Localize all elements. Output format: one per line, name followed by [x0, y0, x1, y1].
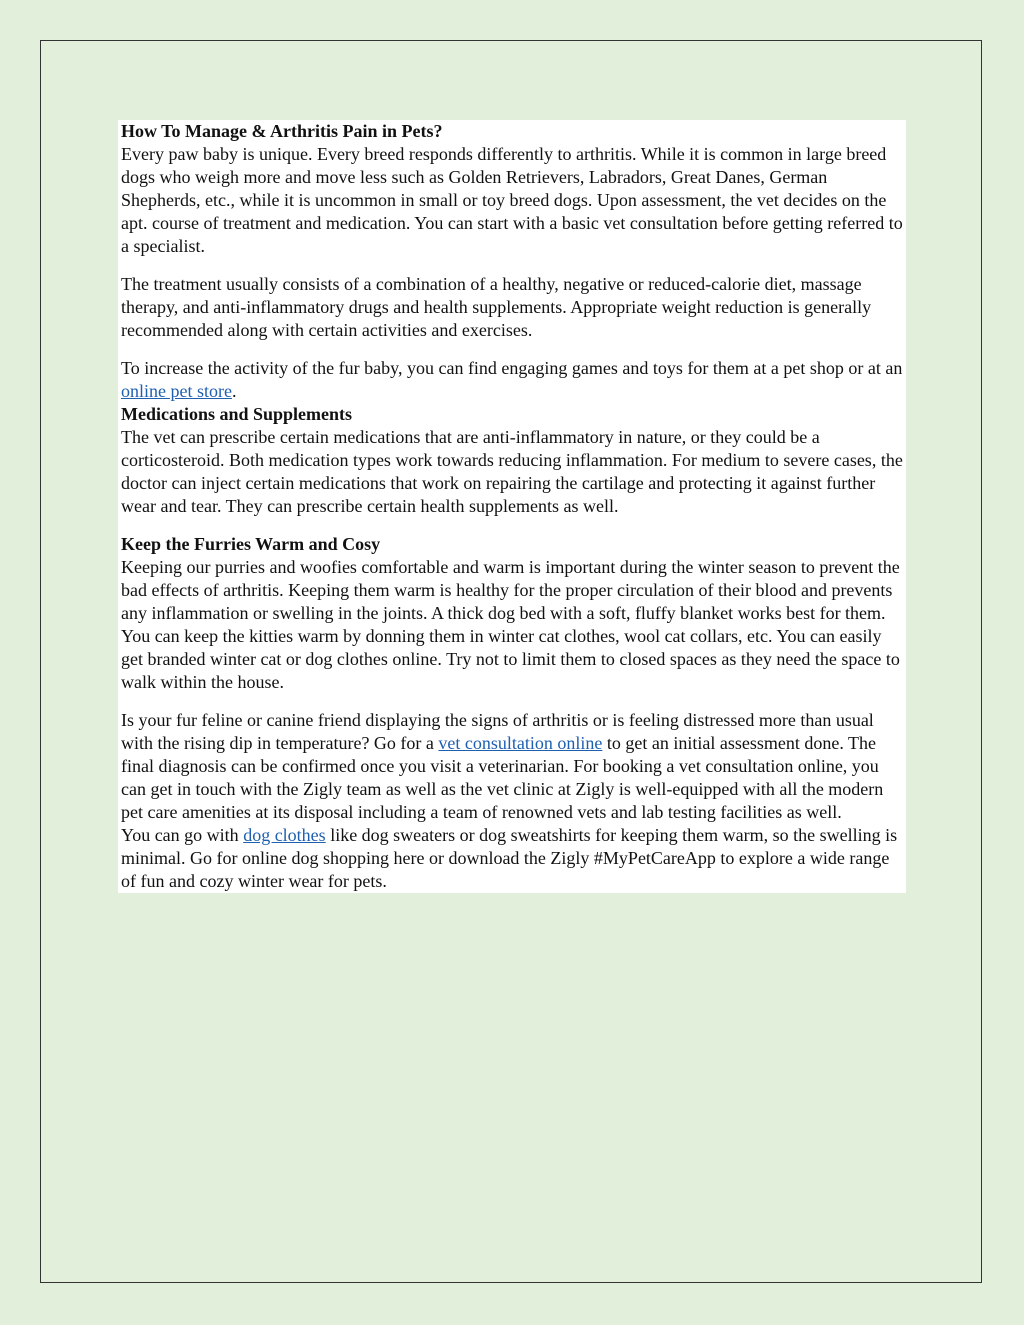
- vet-consultation-online-link[interactable]: vet consultation online: [438, 733, 603, 753]
- paragraph-vet-text: Is your fur feline or canine friend displaying the signs of arthritis or is feeling distressed more than usual with the rising dip in temperature? Go for a: [121, 710, 874, 753]
- paragraph-dog-clothes: [121, 824, 903, 893]
- heading-keep-warm: Keep the Furries Warm and Cosy: [121, 534, 381, 554]
- paragraph-dog-clothes-end: like dog sweaters or dog sweatshirts for keeping them warm, so the swelling is minimal. Go for online dog shopping here or download the Zigly #MyPetCareApp to explore a wide range of fun and cozy winter wear for pets.: [121, 825, 898, 891]
- paragraph-keep-warm: Keeping our purries and woofies comfortable and warm is important during the winter season to prevent the bad effects of arthritis. Keeping them warm is healthy for the proper circulation of their blood and prevents any inflammation or swelling in the joints. A thick dog bed with a soft, fluffy blanket works best for them. You can keep the kitties warm by donning them in winter cat clothes, wool cat collars, etc. You can easily get branded winter cat or dog clothes online. Try not to limit them to closed spaces as they need the space to walk within the house.: [121, 557, 900, 692]
- paragraph-vet-text-end: to get an initial assessment done. The final diagnosis can be confirmed once you visit a veterinarian. For booking a vet consultation online, you can get in touch with the Zigly team as well as the vet clinic at Zigly is well-equipped with all the modern pet care amenities at its disposal including a team of renowned vets and lab testing facilities as well.: [121, 733, 884, 822]
- article-content: [118, 120, 906, 893]
- paragraph-activity: [121, 357, 903, 403]
- paragraph-treatment: The treatment usually consists of a combination of a healthy, negative or reduced-calorie diet, massage therapy, and anti-inflammatory drugs and health supplements. Appropriate weight reduction is generally recommended along with certain activities and exercises.: [121, 274, 872, 340]
- paragraph-activity-end: .: [231, 381, 237, 401]
- paragraph-vet-consultation: [121, 709, 903, 824]
- paragraph-activity-text: To increase the activity of the fur baby, you can find engaging games and toys for them at a pet shop or at an: [121, 358, 903, 378]
- article-title: How To Manage & Arthritis Pain in Pets?: [121, 121, 443, 141]
- paragraph-intro: Every paw baby is unique. Every breed responds differently to arthritis. While it is common in large breed dogs who weigh more and move less such as Golden Retrievers, Labradors, Great Danes, German Shepherds, etc., while it is uncommon in small or toy breed dogs. Upon assessment, the vet decides on the apt. course of treatment and medication. You can start with a basic vet consultation before getting referred to a specialist.: [121, 144, 903, 256]
- heading-medications: Medications and Supplements: [121, 404, 353, 424]
- online-pet-store-link[interactable]: online pet store: [121, 381, 232, 401]
- dog-clothes-link[interactable]: dog clothes: [243, 825, 326, 845]
- paragraph-medications: The vet can prescribe certain medications that are anti-inflammatory in nature, or they could be a corticosteroid. Both medication types work towards reducing inflammation. For medium to severe cases, the doctor can inject certain medications that work on repairing the cartilage and protecting it against further wear and tear. They can prescribe certain health supplements as well.: [121, 427, 903, 516]
- paragraph-dog-clothes-text: You can go with: [121, 825, 244, 845]
